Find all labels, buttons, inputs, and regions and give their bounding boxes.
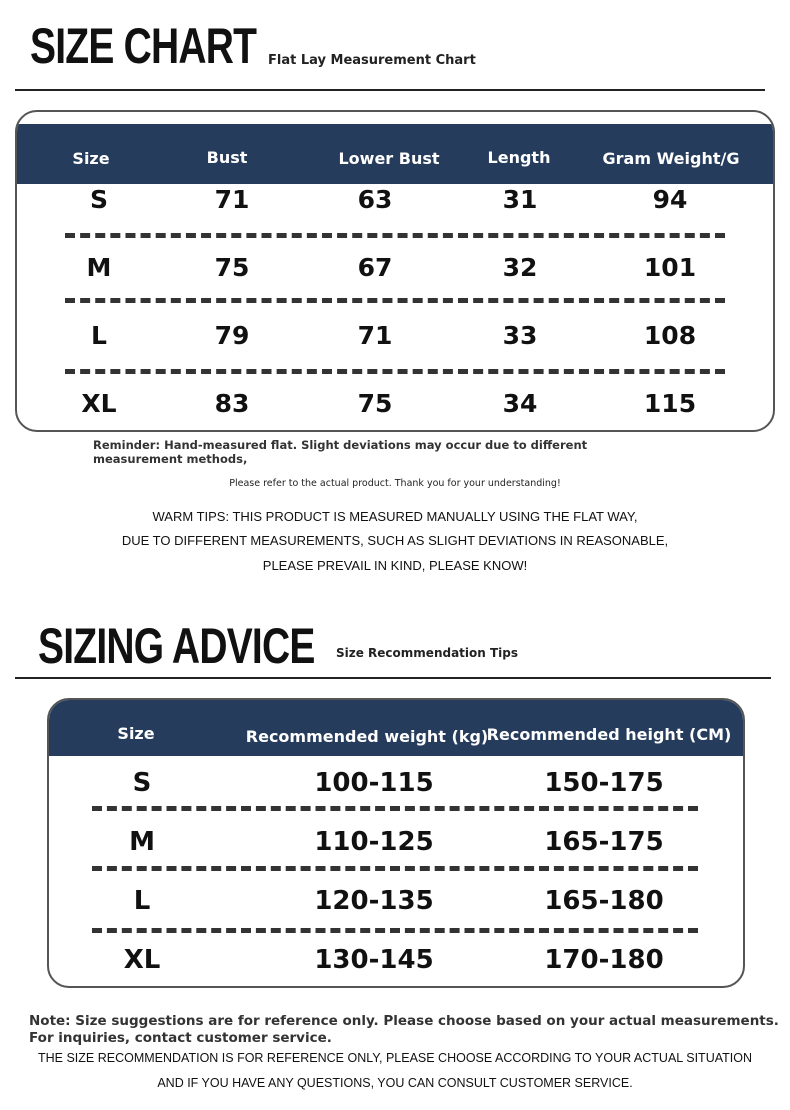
table-cell: XL — [81, 389, 117, 418]
header-lower-bust: Lower Bust — [338, 149, 440, 168]
size-chart-title: SIZE CHART — [30, 18, 257, 74]
refer-note: Please refer to the actual product. Thank you for your understanding! — [229, 478, 561, 489]
table-cell: 108 — [643, 321, 697, 350]
table-cell: 100-115 — [314, 768, 434, 798]
table-cell: 32 — [502, 253, 538, 282]
table-cell: 75 — [357, 389, 393, 418]
table-cell: M — [129, 827, 155, 857]
table-cell: 165-180 — [544, 886, 664, 916]
table-cell: 67 — [357, 253, 393, 282]
table-cell: 75 — [214, 253, 250, 282]
table-cell: 31 — [502, 185, 538, 214]
table-cell: 115 — [643, 389, 697, 418]
row-divider — [65, 369, 725, 374]
table-cell: S — [89, 185, 109, 214]
sizing-advice-table — [47, 698, 745, 988]
table-cell: 120-135 — [314, 886, 434, 916]
sizing-advice-subtitle: Size Recommendation Tips — [336, 646, 519, 660]
warm-tips-line: PLEASE PREVAIL IN KIND, PLEASE KNOW! — [262, 558, 528, 573]
table-cell: XL — [123, 945, 161, 975]
size-chart-table — [15, 110, 775, 432]
table-cell: M — [86, 253, 112, 282]
size-chart-subtitle: Flat Lay Measurement Chart — [268, 53, 476, 68]
size-chart-header-row — [17, 124, 773, 184]
table-cell: 71 — [214, 185, 250, 214]
sizing-advice-header-row — [49, 700, 743, 756]
row-divider — [92, 928, 698, 933]
header-length: Length — [487, 148, 551, 167]
row-divider — [65, 233, 725, 238]
row-divider — [92, 866, 698, 871]
table-cell: 63 — [357, 185, 393, 214]
header-bust: Bust — [206, 148, 248, 167]
sizing-advice-rule — [15, 677, 771, 679]
row-divider — [92, 806, 698, 811]
table-cell: S — [132, 768, 152, 798]
table-cell: 83 — [214, 389, 250, 418]
row-divider — [65, 298, 725, 303]
table-cell: L — [133, 886, 151, 916]
table-cell: 110-125 — [314, 827, 434, 857]
table-cell: 130-145 — [314, 945, 434, 975]
table-cell: 71 — [357, 321, 393, 350]
table-cell: 79 — [214, 321, 250, 350]
header-recommended-height: Recommended height (CM) — [486, 725, 732, 744]
measurement-reminder: Reminder: Hand-measured flat. Slight deviations may occur due to different measurement methods, — [93, 438, 588, 466]
table-cell: 165-175 — [544, 827, 664, 857]
table-cell: L — [91, 321, 107, 350]
table-cell: 94 — [652, 185, 688, 214]
header-recommended-weight: Recommended weight (kg) — [245, 727, 489, 746]
table-cell: 34 — [502, 389, 538, 418]
sizing-advice-title: SIZING ADVICE — [38, 618, 315, 674]
header-gram-weight: Gram Weight/G — [602, 149, 740, 168]
footer-line: AND IF YOU HAVE ANY QUESTIONS, YOU CAN CONSULT CUSTOMER SERVICE. — [157, 1076, 633, 1090]
table-cell: 101 — [643, 253, 697, 282]
header-size: Size — [72, 149, 110, 168]
table-cell: 170-180 — [544, 945, 664, 975]
size-suggestion-note: Note: Size suggestions are for reference only. Please choose based on your actual measurements. For inquiries, contact customer service. — [29, 1013, 779, 1046]
table-cell: 150-175 — [544, 768, 664, 798]
size-chart-rule — [15, 89, 765, 91]
header-size: Size — [117, 724, 155, 743]
footer-line: THE SIZE RECOMMENDATION IS FOR REFERENCE ONLY, PLEASE CHOOSE ACCORDING TO YOUR ACTUAL SITUATION — [37, 1051, 752, 1065]
warm-tips-line: DUE TO DIFFERENT MEASUREMENTS, SUCH AS SLIGHT DEVIATIONS IN REASONABLE, — [121, 533, 669, 548]
warm-tips-line: WARM TIPS: THIS PRODUCT IS MEASURED MANUALLY USING THE FLAT WAY, — [152, 509, 638, 524]
table-cell: 33 — [502, 321, 538, 350]
